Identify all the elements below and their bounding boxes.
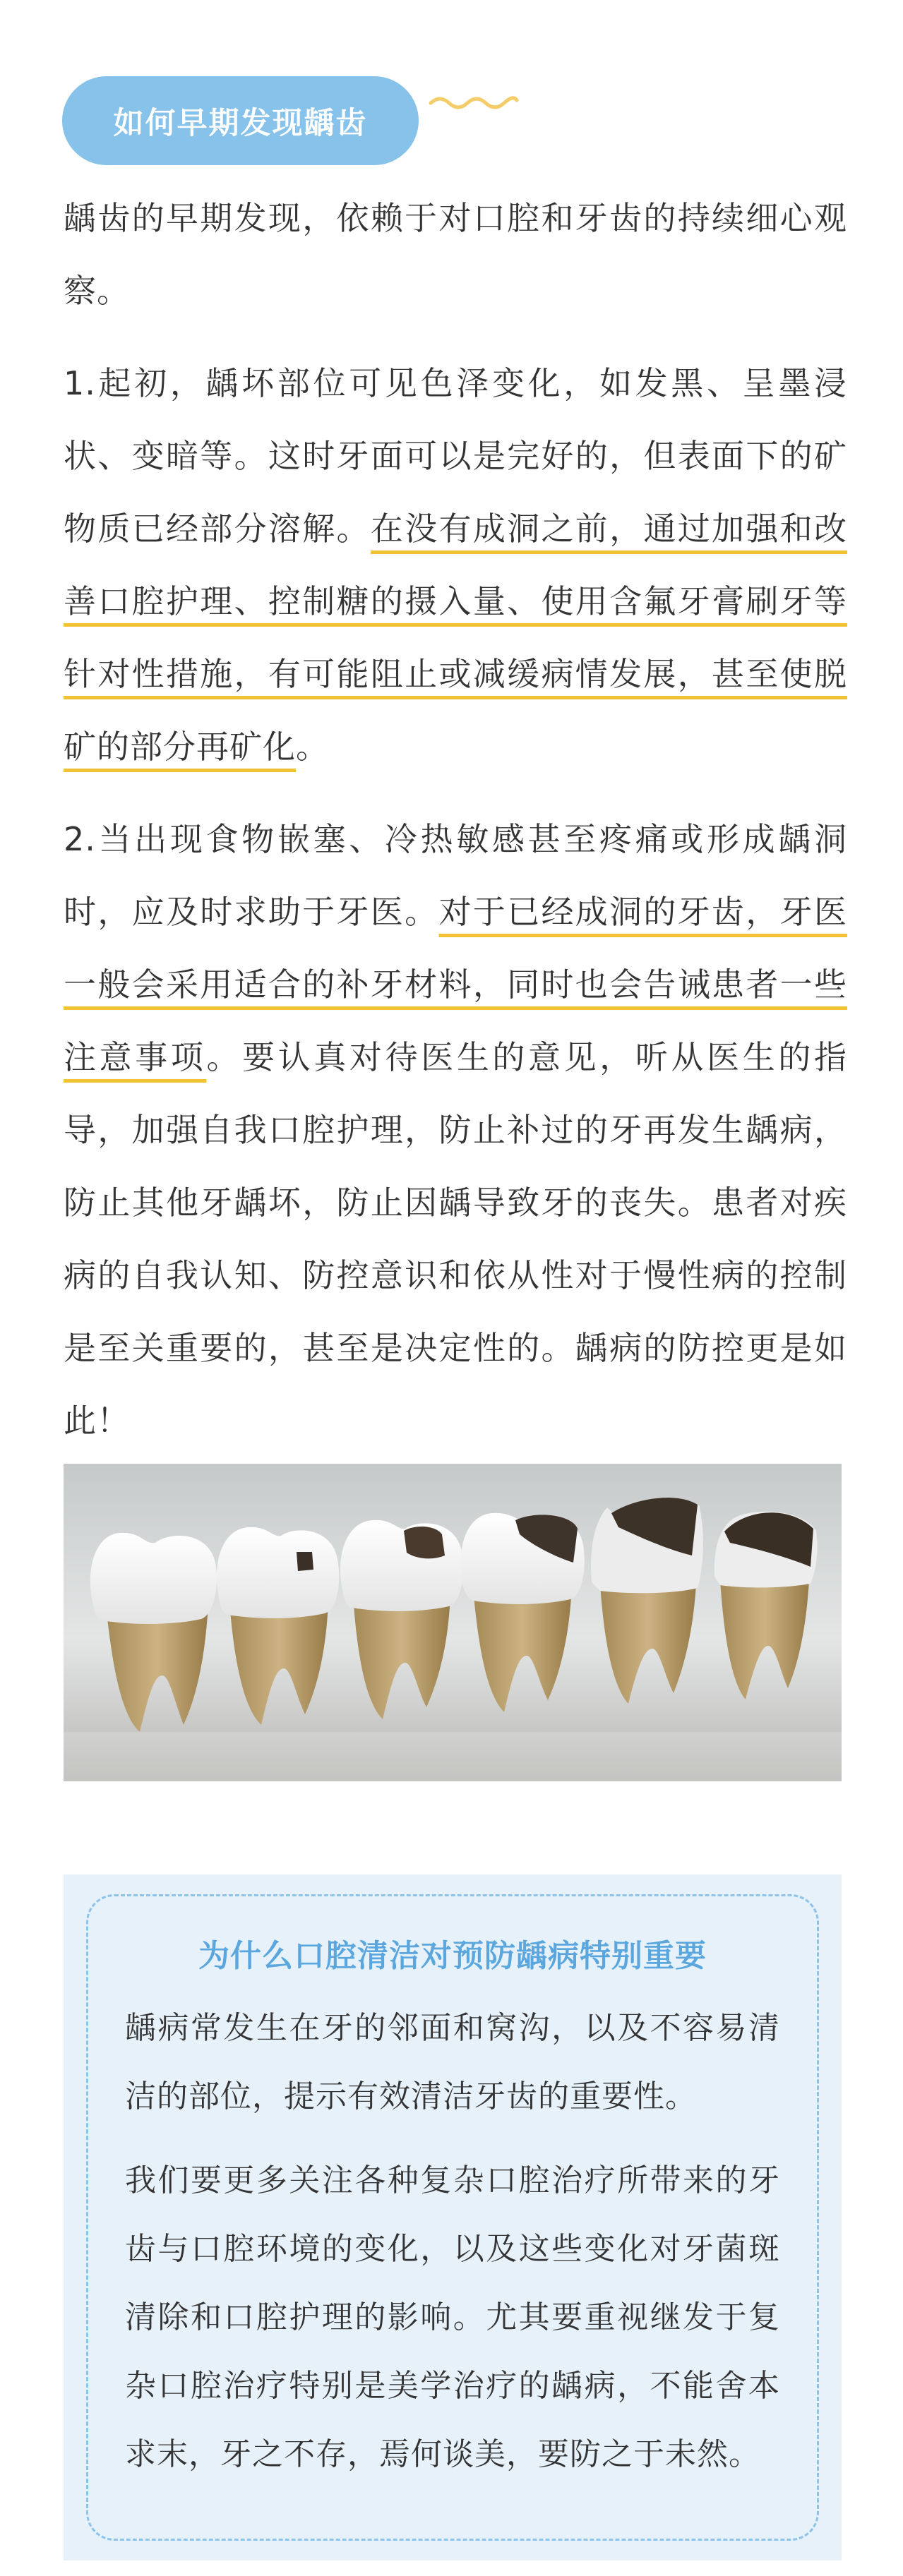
point-1-paragraph xyxy=(64,347,847,783)
info-box-paragraph-1: 龋病常发生在牙的邻面和窝沟，以及不容易清洁的部位，提示有效清洁牙齿的重要性。 xyxy=(125,2010,780,2114)
point-1-tail: 。 xyxy=(296,728,329,766)
info-box-title: 为什么口腔清洁对预防龋病特别重要 xyxy=(198,1938,707,1974)
tooth-decay-stages-image xyxy=(64,1464,842,1781)
point-2-paragraph xyxy=(64,803,847,1457)
point-1-highlight: 在没有成洞之前，通过加强和改善口腔护理、控制糖的摄入量、使用含氟牙膏刷牙等针对性措施，有可能阻止或减缓病情发展，甚至使脱矿的部分再矿化 xyxy=(64,510,848,766)
section-title-pill xyxy=(62,76,419,165)
wave-decoration-icon xyxy=(428,92,520,113)
info-box xyxy=(64,1874,842,2560)
article-body xyxy=(64,182,847,1477)
point-2-highlight: 对于已经成洞的牙齿，牙医一般会采用适合的补牙材料，同时也会告诫患者一些注意事项 xyxy=(64,893,848,1076)
section-title: 如何早期发现龋齿 xyxy=(113,105,368,141)
point-2-tail: 。要认真对待医生的意见，听从医生的指导，加强自我口腔护理，防止补过的牙再发生龋病，防止其他牙龋坏，防止因龋导致牙的丧失。患者对疾病的自我认知、防控意识和依从性对于慢性病的控制是至关重要的，甚至是决定性的。龋病的防控更是如此！ xyxy=(64,1038,848,1440)
info-box-border xyxy=(86,1894,819,2541)
point-1-text: 1.起初，龋坏部位可见色泽变化，如发黑、呈墨浸状、变暗等。这时牙面可以是完好的，但表面下的矿物质已经部分溶解。 xyxy=(64,364,847,548)
point-2-text: 2.当出现食物嵌塞、冷热敏感甚至疼痛或形成龋洞时，应及时求助于牙医。 xyxy=(64,820,847,931)
info-box-paragraph-2: 我们要更多关注各种复杂口腔治疗所带来的牙齿与口腔环境的变化，以及这些变化对牙菌斑清除和口腔护理的影响。尤其要重视继发于复杂口腔治疗特别是美学治疗的龋病，不能舍本求末，牙之不存，焉何谈美，要防之于未然。 xyxy=(125,2162,780,2472)
intro-paragraph: 龋齿的早期发现，依赖于对口腔和牙齿的持续细心观察。 xyxy=(64,199,847,310)
